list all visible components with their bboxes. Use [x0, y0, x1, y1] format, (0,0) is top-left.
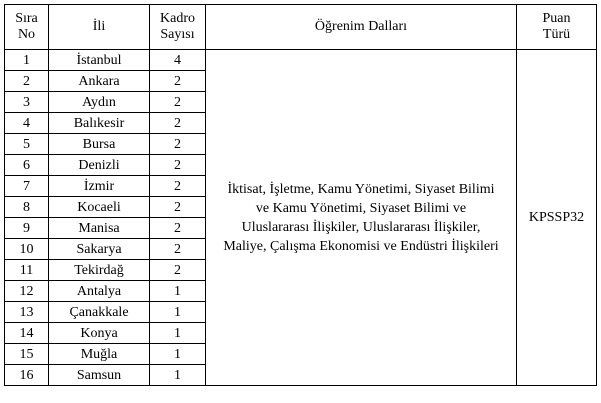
ogrenim-line: Uluslararası İlişkiler, Uluslararası İlişkiler,	[241, 219, 481, 235]
cell-kadro-sayisi: 2	[150, 155, 206, 176]
cell-il: Antalya	[49, 281, 150, 302]
cell-sira-no: 10	[5, 239, 49, 260]
cell-sira-no: 4	[5, 113, 49, 134]
cell-kadro-sayisi: 1	[150, 302, 206, 323]
cell-sira-no: 14	[5, 323, 49, 344]
cell-il: İstanbul	[49, 50, 150, 71]
cell-kadro-sayisi: 2	[150, 218, 206, 239]
cell-il: Ankara	[49, 71, 150, 92]
cell-il: Aydın	[49, 92, 150, 113]
cell-il: Tekirdağ	[49, 260, 150, 281]
cell-il: Konya	[49, 323, 150, 344]
cell-sira-no: 13	[5, 302, 49, 323]
cell-kadro-sayisi: 2	[150, 92, 206, 113]
cell-il: Manisa	[49, 218, 150, 239]
cell-il: Balıkesir	[49, 113, 150, 134]
cell-il: Samsun	[49, 365, 150, 386]
cell-sira-no: 5	[5, 134, 49, 155]
cell-kadro-sayisi: 2	[150, 239, 206, 260]
header-kadro-line2: Sayısı	[160, 27, 195, 42]
table-row	[5, 50, 597, 71]
ogrenim-line: Maliye, Çalışma Ekonomisi ve Endüstri İlişkileri	[223, 238, 499, 254]
ogrenim-line: İktisat, İşletme, Kamu Yönetimi, Siyaset Bilimi	[227, 181, 495, 197]
cell-kadro-sayisi: 1	[150, 323, 206, 344]
cell-kadro-sayisi: 2	[150, 134, 206, 155]
cell-il: Muğla	[49, 344, 150, 365]
cell-kadro-sayisi: 2	[150, 260, 206, 281]
cell-il: Çanakkale	[49, 302, 150, 323]
cell-sira-no: 6	[5, 155, 49, 176]
cell-sira-no: 8	[5, 197, 49, 218]
cell-sira-no: 1	[5, 50, 49, 71]
cell-kadro-sayisi: 1	[150, 281, 206, 302]
cell-il: Kocaeli	[49, 197, 150, 218]
cell-kadro-sayisi: 2	[150, 113, 206, 134]
cell-sira-no: 15	[5, 344, 49, 365]
positions-table	[4, 4, 597, 386]
cell-kadro-sayisi: 1	[150, 344, 206, 365]
cell-il: İzmir	[49, 176, 150, 197]
cell-puan-turu: KPSSP32	[517, 50, 597, 386]
ogrenim-line: ve Kamu Yönetimi, Siyaset Bilimi ve	[255, 200, 467, 216]
cell-sira-no: 12	[5, 281, 49, 302]
cell-il: Denizli	[49, 155, 150, 176]
header-ili: İli	[49, 5, 150, 50]
header-puan-line2: Türü	[542, 27, 571, 42]
header-ogrenim-dallari: Öğrenim Dalları	[206, 5, 517, 50]
cell-sira-no: 2	[5, 71, 49, 92]
header-sira-line2: No	[17, 27, 36, 42]
cell-sira-no: 3	[5, 92, 49, 113]
header-kadro-sayisi	[150, 5, 206, 50]
cell-sira-no: 7	[5, 176, 49, 197]
header-sira-line1: Sıra	[15, 11, 38, 26]
cell-kadro-sayisi: 4	[150, 50, 206, 71]
cell-il: Bursa	[49, 134, 150, 155]
cell-kadro-sayisi: 2	[150, 197, 206, 218]
header-row	[5, 5, 597, 50]
cell-kadro-sayisi: 1	[150, 365, 206, 386]
table-body	[5, 50, 597, 386]
header-puan-line1: Puan	[542, 11, 571, 26]
cell-ogrenim-dallari	[206, 50, 517, 386]
cell-sira-no: 11	[5, 260, 49, 281]
cell-il: Sakarya	[49, 239, 150, 260]
cell-sira-no: 9	[5, 218, 49, 239]
header-kadro-line1: Kadro	[160, 11, 195, 26]
header-puan-turu	[517, 5, 597, 50]
cell-kadro-sayisi: 2	[150, 176, 206, 197]
header-sira-no	[5, 5, 49, 50]
cell-kadro-sayisi: 2	[150, 71, 206, 92]
cell-sira-no: 16	[5, 365, 49, 386]
